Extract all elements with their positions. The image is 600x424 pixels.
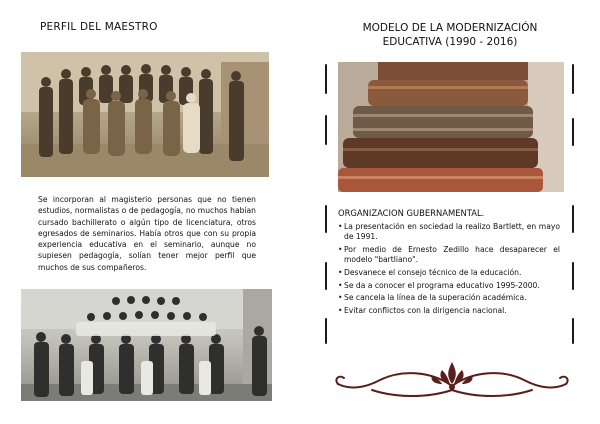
left-border-line	[325, 205, 327, 233]
organization-bullet-list	[338, 222, 560, 319]
bw-group-photo	[21, 289, 272, 401]
teacher-profile-paragraph: Se incorporan al magisterio personas que no tienen estudios, normalistas o de pedagogía, no muchos habían cursado bachillerato o algún tipo de licenciatura, otros egresados de seminarios. Había otros que con su propia experiencia educativa en el seminario, aunque no supiesen pedagogía, solían tener mejor perfil que muchos de sus compañeros.	[38, 195, 256, 272]
left-border-line	[325, 318, 327, 344]
list-item: • La presentación en sociedad la realizo Bartlett, en mayo de 1991.	[338, 222, 560, 242]
left-section-title: PERFIL DEL MAESTRO	[40, 21, 158, 33]
list-item: • Se da a conocer el programa educativo 1995-2000.	[338, 281, 560, 291]
right-section-title	[338, 21, 562, 49]
right-border-line	[572, 262, 574, 290]
list-item: • Se cancela la línea de la superación académica.	[338, 293, 560, 303]
list-item: • Desvanece el consejo técnico de la educación.	[338, 268, 560, 278]
right-title-line-2: EDUCATIVA (1990 - 2016)	[382, 36, 518, 48]
left-border-line	[325, 64, 327, 94]
list-item: • Por medio de Ernesto Zedillo hace desaparecer el modelo "bartliano".	[338, 245, 560, 265]
sepia-group-photo	[21, 52, 269, 177]
floral-ornament	[330, 356, 574, 402]
sepia-group-photo-illustration	[21, 52, 269, 177]
left-border-line	[325, 262, 327, 290]
right-title-line-1: MODELO DE LA MODERNIZACIÓN	[362, 22, 538, 34]
stacked-books-illustration	[338, 62, 564, 192]
right-border-line	[572, 205, 574, 233]
right-border-line	[572, 64, 574, 94]
right-border-line	[572, 118, 574, 146]
bw-group-photo-illustration	[21, 289, 272, 401]
right-border-line	[572, 318, 574, 344]
left-border-line	[325, 115, 327, 145]
organization-heading: ORGANIZACION GUBERNAMENTAL.	[338, 208, 485, 218]
list-item: • Evitar conflictos con la dirigencia nacional.	[338, 306, 560, 316]
stacked-books-photo	[338, 62, 564, 192]
